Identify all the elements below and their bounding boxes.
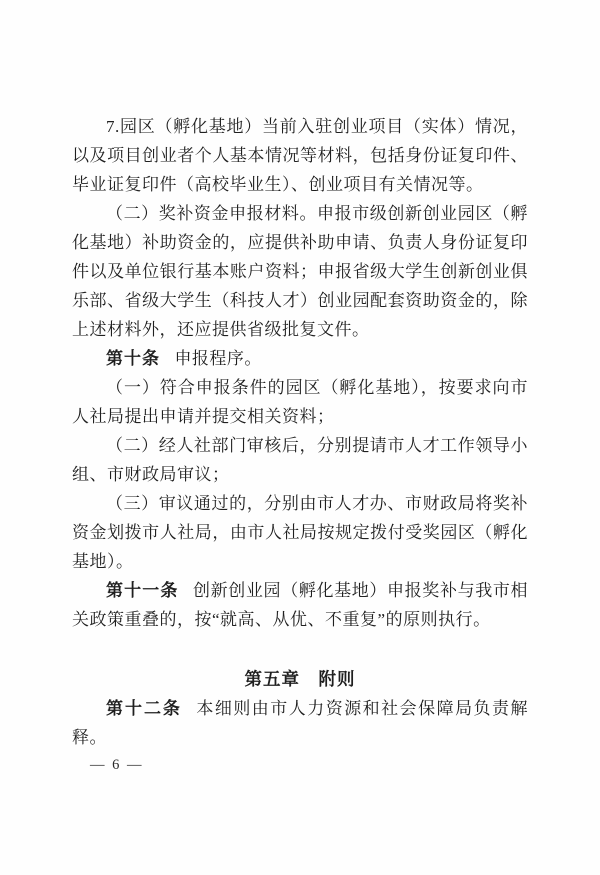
paragraph-text: （二）奖补资金申报材料。申报市级创新创业园区（孵化基地）补助资金的，应提供补助申请、负责人身份证复印件以及单位银行基本账户资料；申报省级大学生创新创业俱乐部、省级大学生（科技人才）创业园配套资助资金的，除上述材料外，还应提供省级批复文件。	[72, 204, 528, 339]
article-label: 第十条	[106, 349, 160, 368]
document-body	[72, 112, 528, 752]
paragraph-text: （二）经人社部门审核后，分别提请市人才工作领导小组、市财政局审议；	[72, 436, 528, 484]
paragraph	[72, 199, 528, 344]
paragraph-text: 申报程序。	[174, 349, 262, 368]
paragraph-article-11	[72, 576, 528, 634]
paragraph-article-12	[72, 694, 528, 752]
paragraph	[72, 112, 528, 199]
chapter-heading: 第五章 附则	[244, 669, 356, 689]
paragraph-text: （一）符合申报条件的园区（孵化基地），按要求向市人社局提出申请并提交相关资料；	[72, 378, 528, 426]
article-label: 第十一条	[106, 581, 179, 600]
paragraph-text: 创新创业园（孵化基地）申报奖补与我市相关政策重叠的，按“就高、从优、不重复”的原则执行。	[72, 581, 529, 629]
paragraph-article-10	[72, 344, 528, 373]
paragraph-text: 7.园区（孵化基地）当前入驻创业项目（实体）情况，以及项目创业者个人基本情况等材料，包括身份证复印件、毕业证复印件（高校毕业生）、创业项目有关情况等。	[72, 117, 528, 194]
paragraph	[72, 431, 528, 489]
paragraph	[72, 373, 528, 431]
paragraph-text: （三）审议通过的，分别由市人才办、市财政局将奖补资金划拨市人社局，由市人社局按规定拨付受奖园区（孵化基地）。	[72, 494, 528, 571]
paragraph	[72, 489, 528, 576]
paragraph-text: 本细则由市人力资源和社会保障局负责解释。	[72, 699, 529, 747]
page-number: — 6 —	[90, 757, 144, 773]
article-label: 第十二条	[106, 699, 182, 718]
